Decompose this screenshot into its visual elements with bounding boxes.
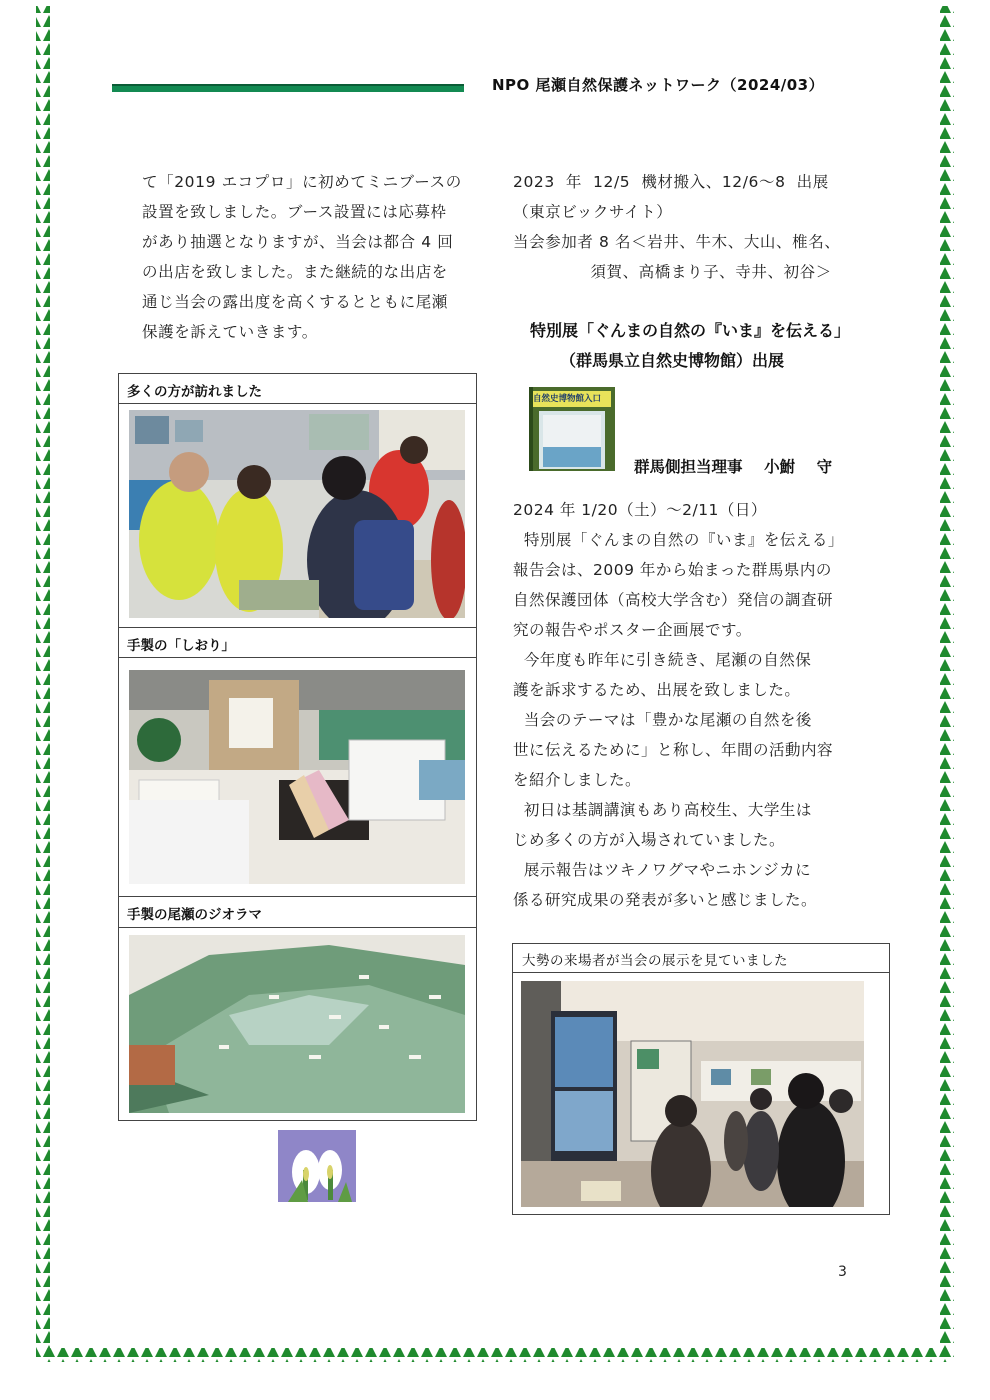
exhibit-crowd-photo xyxy=(521,981,864,1207)
skunk-cabbage-illustration xyxy=(278,1130,356,1202)
bookmarks-photo xyxy=(129,670,465,884)
author-line: 群馬側担当理事 小鮒 守 xyxy=(634,458,833,476)
museum-sign-text: 自然史博物館入口 xyxy=(533,394,602,404)
newsletter-title: NPO 尾瀬自然保護ネットワーク（2024/03） xyxy=(492,76,825,94)
photo-caption-visitors: 多くの方が訪れました xyxy=(127,384,262,400)
booth-visitors-photo xyxy=(129,410,465,618)
left-paragraph: て「2019 エコプロ」に初めてミニブースの 設置を致しました。ブース設置には応募枠 があり抽選となりますが、当会は都合 4 回 の出店を致しました。また継続的な出店を 通じ当会の露出度を高くするとともに尾瀬 保護を訴えていきます。 xyxy=(142,173,462,341)
photo-caption-crowd: 大勢の来場者が当会の展示を見ていました xyxy=(522,953,788,969)
section-title: 特別展「ぐんまの自然の『いま』を伝える」 xyxy=(530,321,851,340)
page-number: 3 xyxy=(838,1264,847,1280)
exhibition-schedule: 2023 年 12/5 機材搬入、12/6～8 出展 （東京ビックサイト） 当会参加者 8 名＜岩井、牛木、大山、椎名、 須賀、高橋まり子、寺井、初谷＞ xyxy=(513,173,841,281)
header-rule xyxy=(112,84,464,92)
photo-caption-bookmarks: 手製の「しおり」 xyxy=(127,638,235,654)
section-subtitle: （群馬県立自然史博物館）出展 xyxy=(560,351,785,370)
frame-divider xyxy=(118,896,477,897)
photo-caption-diorama: 手製の尾瀬のジオラマ xyxy=(127,907,262,923)
frame-divider xyxy=(118,627,477,628)
diorama-photo xyxy=(129,935,465,1113)
frame-divider xyxy=(118,927,477,928)
frame-divider xyxy=(118,657,477,658)
report-body: 2024 年 1/20（土）～2/11（日） 特別展「ぐんまの自然の『いま』を伝える」 報告会は、2009 年から始まった群馬県内の 自然保護団体（高校大学含む）発信の調査研 究の報告やポスター企画展です。 今年度も昨年に引き続き、尾瀬の自然保 護を訴求するため、出展を致しました。 当会のテーマは「豊かな尾瀬の自然を後 世に伝えるために」と称し、年間の活動内容 を紹介しました。 初日は基調講演もあり高校生、大学生は じめ多くの方が入場されていました。 展示報告はツキノワグマやニホンジカに 係る研究成果の発表が多いと感じました。 xyxy=(513,501,844,909)
frame-divider xyxy=(512,972,890,973)
frame-divider xyxy=(118,403,477,404)
